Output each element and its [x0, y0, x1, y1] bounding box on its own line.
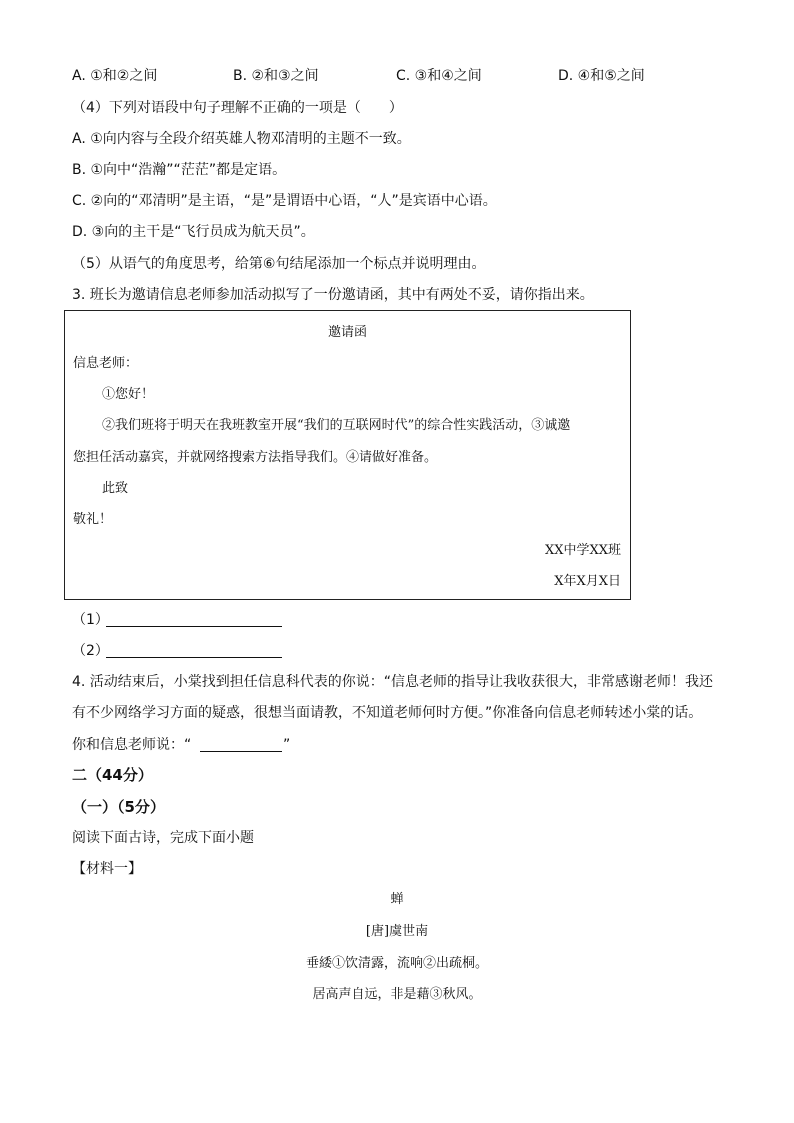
letter-greeting: ①您好！ — [102, 387, 155, 402]
option-a: A. ①和②之间 — [72, 68, 158, 84]
letter-closing-2: 敬礼！ — [73, 512, 113, 527]
letter-salutation: 信息老师： — [73, 356, 139, 371]
answer-blank-2[interactable] — [106, 657, 282, 658]
option-d: D. ④和⑤之间 — [558, 68, 645, 84]
q4-option-b: B. ①向中“浩瀚”“茫茫”都是定语。 — [72, 162, 287, 178]
letter-title: 邀请函 — [327, 325, 367, 340]
invitation-letter — [64, 310, 631, 600]
section-2-heading: 二（44分） — [72, 766, 153, 784]
letter-signature: XX中学XX班 — [544, 543, 621, 558]
question-4-line2: 有不少网络学习方面的疑惑，很想当面请教，不知道老师何时方便。”你准备向信息老师转述小棠的话。 — [72, 705, 703, 721]
question-4-line3-prefix: 你和信息老师说：“ — [72, 737, 192, 753]
section-2-subheading: （一）（5分） — [72, 798, 165, 816]
option-b: B. ②和③之间 — [233, 68, 319, 84]
poem-author: [唐]虞世南 — [365, 924, 429, 939]
poem-line-1: 垂緌①饮清露，流响②出疏桐。 — [305, 956, 488, 971]
letter-closing-1: 此致 — [102, 481, 129, 496]
question-4-line1: 4. 活动结束后，小棠找到担任信息科代表的你说：“信息老师的指导让我收获很大，非常感谢老师！我还 — [72, 674, 714, 690]
poem-title: 蝉 — [390, 892, 404, 907]
material-label: 【材料一】 — [72, 861, 142, 877]
answer-blank-1[interactable] — [106, 626, 282, 627]
poem-line-2: 居高声自远，非是藉③秋风。 — [312, 987, 482, 1002]
q4-option-a: A. ①向内容与全段介绍英雄人物邓清明的主题不一致。 — [72, 131, 411, 147]
letter-date: X年X月X日 — [554, 574, 621, 589]
letter-body-line2: 您担任活动嘉宾，并就网络搜索方法指导我们。④请做好准备。 — [73, 450, 438, 465]
option-c: C. ③和④之间 — [396, 68, 482, 84]
q4-option-d: D. ③向的主干是“飞行员成为航天员”。 — [72, 224, 315, 240]
question-3: 3. 班长为邀请信息老师参加活动拟写了一份邀请函，其中有两处不妥，请你指出来。 — [72, 287, 594, 303]
q4-option-c: C. ②向的“邓清明”是主语，“是”是谓语中心语，“人”是宾语中心语。 — [72, 193, 497, 209]
answer-label-2: （2） — [72, 643, 109, 659]
question-4-line3-suffix: ” — [283, 737, 291, 753]
letter-body-line1: ②我们班将于明天在我班教室开展“我们的互联网时代”的综合性实践活动，③诚邀 — [102, 418, 571, 433]
answer-label-1: （1） — [72, 612, 109, 628]
answer-blank-3[interactable] — [200, 751, 282, 752]
section-2-instruction: 阅读下面古诗，完成下面小题 — [72, 830, 254, 846]
q4-stem: （4）下列对语段中句子理解不正确的一项是（ ） — [72, 100, 403, 116]
q5-stem: （5）从语气的角度思考，给第⑥句结尾添加一个标点并说明理由。 — [72, 256, 486, 272]
